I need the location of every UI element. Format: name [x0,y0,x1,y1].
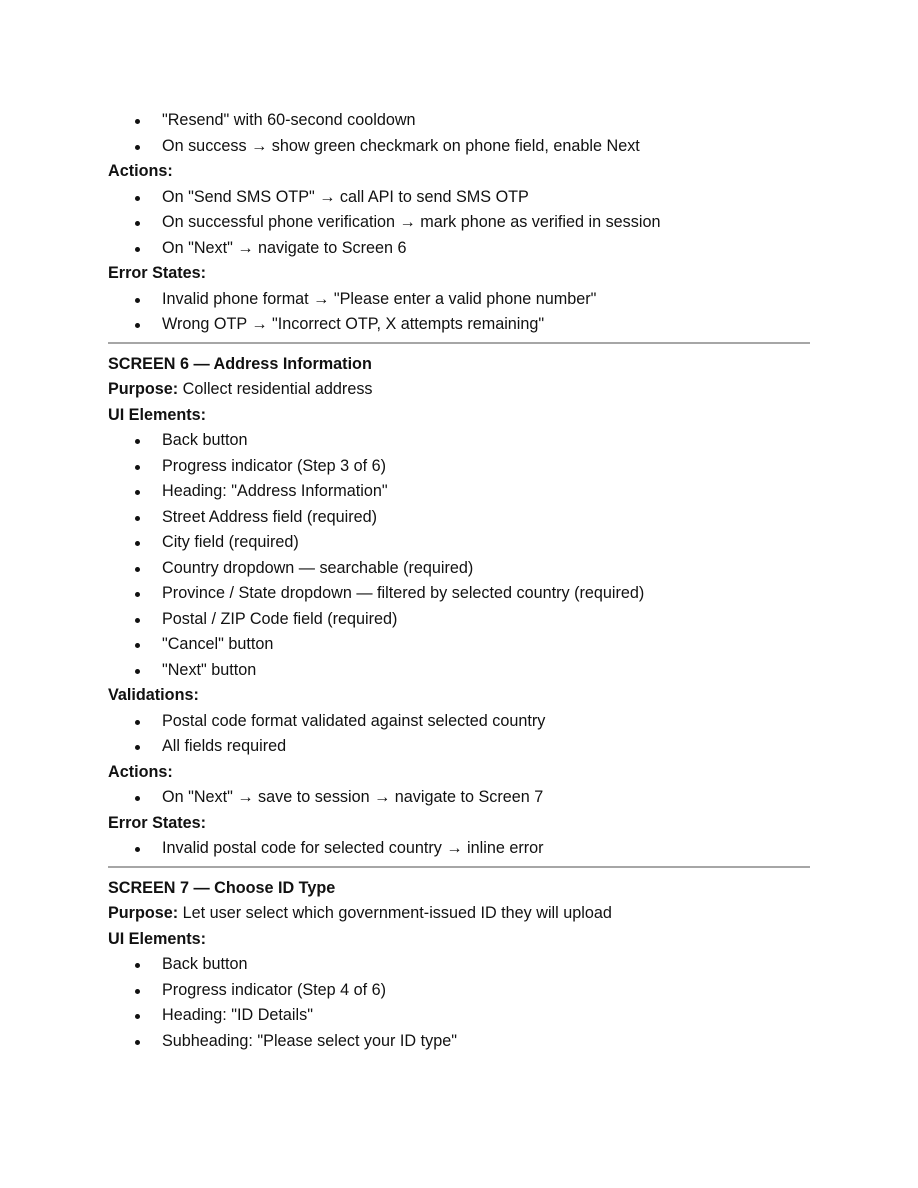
screen6-title: SCREEN 6 — Address Information [108,354,372,373]
list-item: Subheading: "Please select your ID type" [108,1029,810,1055]
list-item: On "Next" → save to session → navigate to Screen 7 [108,785,810,811]
list-item: Heading: "ID Details" [108,1003,810,1029]
list-item: Progress indicator (Step 4 of 6) [108,978,810,1004]
list-item: Province / State dropdown — filtered by selected country (required) [108,581,810,607]
screen5-ui-list [108,108,810,159]
list-item: On success → show green checkmark on phone field, enable Next [108,134,810,160]
list-item: Postal code format validated against selected country [108,709,810,735]
list-item: All fields required [108,734,810,760]
list-item: Invalid postal code for selected country → inline error [108,836,810,862]
screen7-title: SCREEN 7 — Choose ID Type [108,878,336,897]
list-item: Country dropdown — searchable (required) [108,556,810,582]
screen6-purpose [108,377,810,403]
list-item: On successful phone verification → mark phone as verified in session [108,210,810,236]
list-item: City field (required) [108,530,810,556]
document-page [108,108,810,1054]
screen6-validations-list [108,709,810,760]
section-label-validations: Validations: [108,686,199,704]
list-item: Heading: "Address Information" [108,479,810,505]
list-item: Back button [108,952,810,978]
screen5-actions-list [108,185,810,262]
list-item: "Next" button [108,658,810,684]
list-item: "Cancel" button [108,632,810,658]
screen5-errors-list [108,287,810,338]
section-label-actions: Actions: [108,162,173,180]
list-item: Back button [108,428,810,454]
purpose-text: Let user select which government-issued ID they will upload [178,904,612,922]
screen7-ui-list [108,952,810,1054]
purpose-label: Purpose: [108,904,179,922]
screen7-purpose [108,901,810,927]
screen6-actions-list [108,785,810,811]
list-item: On "Send SMS OTP" → call API to send SMS OTP [108,185,810,211]
list-item: On "Next" → navigate to Screen 6 [108,236,810,262]
section-label-ui-elements: UI Elements: [108,405,207,424]
section-label-error-states: Error States: [108,813,207,832]
list-item: Postal / ZIP Code field (required) [108,607,810,633]
screen6-ui-list [108,428,810,683]
list-item: "Resend" with 60-second cooldown [108,108,810,134]
purpose-label: Purpose: [108,380,179,398]
list-item: Street Address field (required) [108,505,810,531]
list-item: Invalid phone format → "Please enter a valid phone number" [108,287,810,313]
section-label-ui-elements: UI Elements: [108,929,207,948]
section-label-error-states: Error States: [108,264,207,282]
screen6-errors-list [108,836,810,862]
list-item: Wrong OTP → "Incorrect OTP, X attempts remaining" [108,312,810,338]
list-item: Progress indicator (Step 3 of 6) [108,454,810,480]
section-label-actions: Actions: [108,762,173,781]
purpose-text: Collect residential address [178,380,373,398]
